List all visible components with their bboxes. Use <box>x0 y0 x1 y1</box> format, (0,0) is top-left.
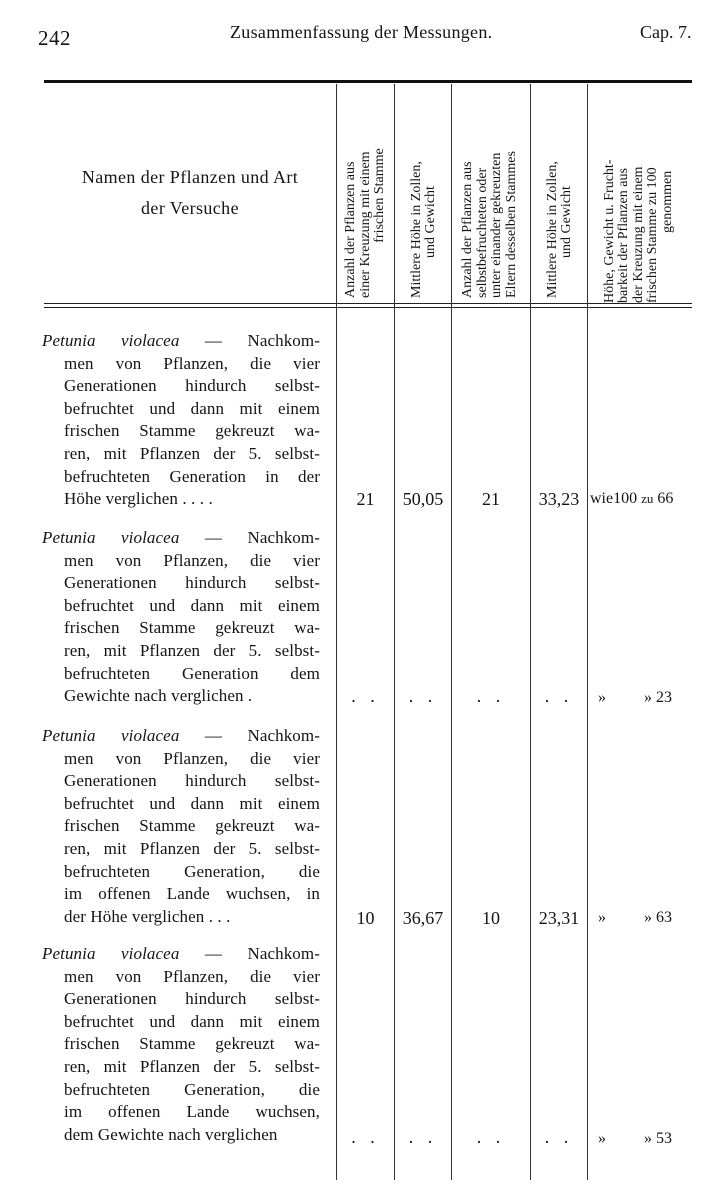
header-rule-lower <box>44 307 692 308</box>
row-4-crossed-count-empty: . . <box>351 1127 380 1147</box>
row-2-ratio: » » 23 <box>598 689 672 706</box>
row-3-crossed-count: 10 <box>356 908 375 928</box>
row-1-self-height: 33,23 <box>538 489 580 509</box>
row-2-self-count-empty: . . <box>476 686 506 706</box>
row-1-crossed-count: 21 <box>356 489 375 509</box>
species-name: Petunia violacea <box>42 331 180 350</box>
row-4-ratio: » » 53 <box>598 1130 672 1147</box>
species-name: Petunia violacea <box>42 528 180 547</box>
table-row-1-description: Petunia violacea — Nachkom- men von Pflanzen, die vier Generationen hindurch selbst- befruchtet und dann mit einem frischen Stamme gekreuzt wa- ren, mit Pflanzen der 5. selbst- befruchteten Generation in der Höhe verglichen . . . . <box>42 331 320 509</box>
row-3-self-height: 23,31 <box>538 908 580 928</box>
page-number: 242 <box>38 26 71 50</box>
name-column-header <box>50 162 330 224</box>
row-4-self-height-empty: . . <box>544 1127 574 1147</box>
table-top-rule <box>44 80 692 83</box>
table-row-3-description: Petunia violacea — Nachkom- men von Pflanzen, die vier Generationen hindurch selbst- befruchtet und dann mit einem frischen Stamme gekreuzt wa- ren, mit Pflanzen der 5. selbst- befruchteten Generation, die im offenen Lande wuchsen, in der Höhe verglichen . . . <box>42 726 320 926</box>
row-4-crossed-height-empty: . . <box>408 1127 438 1147</box>
row-1-self-count: 21 <box>482 489 500 509</box>
row-3-self-count: 10 <box>482 908 500 928</box>
row-2-crossed-height-empty: . . <box>408 686 438 706</box>
row-1-ratio: wie100 zu 66 <box>590 490 674 507</box>
name-header-line-1: Namen der Pflanzen und Art <box>81 167 299 187</box>
species-name: Petunia violacea <box>42 726 180 745</box>
table-row-2-description: Petunia violacea — Nachkom- men von Pflanzen, die vier Generationen hindurch selbst- befruchtet und dann mit einem frischen Stamme gekreuzt wa- ren, mit Pflanzen der 5. selbst- befruchteten Generation dem Gewichte nach verglichen . <box>42 528 320 706</box>
chapter-label: Cap. 7. <box>640 22 692 42</box>
table-row-4-description: Petunia violacea — Nachkom- men von Pflanzen, die vier Generationen hindurch selbst- befruchtet und dann mit einem frischen Stamme gekreuzt wa- ren, mit Pflanzen der 5. selbst- befruchteten Generation, die im offenen Lande wuchsen, dem Gewichte nach verglichen <box>42 944 320 1144</box>
column-header-self-height: Mittlere Höhe in Zollen, und Gewicht <box>544 161 574 298</box>
header-rule-upper <box>44 303 692 304</box>
row-1-crossed-height: 50,05 <box>402 489 444 509</box>
name-header-line-2: der Versuche <box>141 198 239 218</box>
column-header-self-count: Anzahl der Pflanzen aus selbstbefruchteten oder unter einander gekreuzten Eltern desselben Stammes <box>460 151 519 298</box>
row-3-ratio: » » 63 <box>598 909 672 926</box>
row-4-self-count-empty: . . <box>476 1127 506 1147</box>
running-title: Zusammenfassung der Messungen. <box>230 22 493 42</box>
column-header-crossed-height: Mittlere Höhe in Zollen, und Gewicht <box>408 161 438 298</box>
row-2-crossed-count-empty: . . <box>351 686 380 706</box>
column-header-crossed-count: Anzahl der Pflanzen aus einer Kreuzung mit einem frischen Stamme <box>343 148 388 298</box>
column-header-ratio: Höhe, Gewicht u. Frucht- barkeit der Pflanzen aus der Kreuzung mit einem frischen Stamme zu 100 genommen <box>601 159 675 303</box>
row-3-crossed-height: 36,67 <box>402 908 444 928</box>
species-name: Petunia violacea <box>42 944 180 963</box>
row-2-self-height-empty: . . <box>544 686 574 706</box>
